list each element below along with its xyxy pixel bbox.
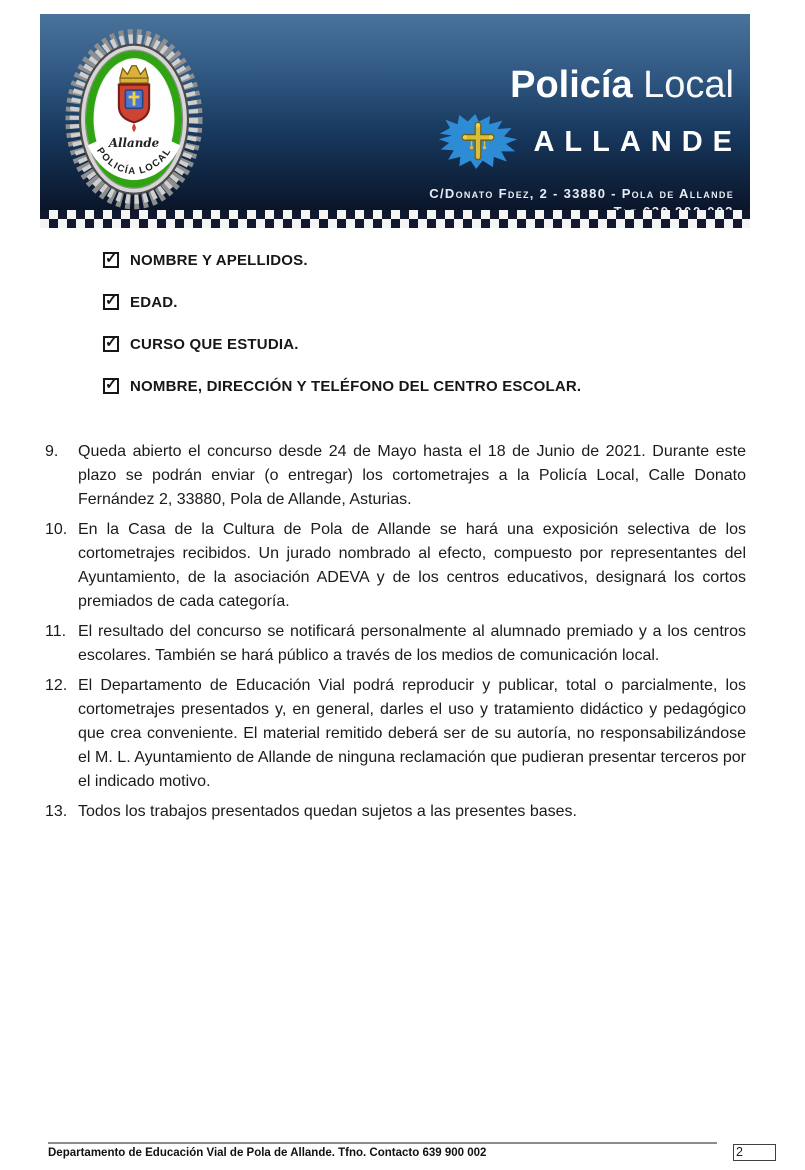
rule-text: El resultado del concurso se notificará personalmente al alumnado premiado y a los centros escolares. También se hará público a través de los medios de comunicación local. [78, 623, 746, 664]
rule-number: 10. [45, 521, 68, 538]
rule-item [45, 674, 746, 794]
rule-number: 11. [45, 623, 67, 640]
checklist-item-label: EDAD. [130, 293, 178, 311]
checklist-item [103, 377, 581, 395]
brand-secondary: Local [643, 64, 734, 106]
header-banner [40, 14, 750, 228]
checkbox-checked-icon [103, 252, 119, 268]
municipality-name: ALLANDE [533, 125, 742, 158]
page-number-box: 2 [733, 1144, 776, 1161]
asturias-cross-splash-icon [437, 113, 519, 171]
rule-number: 12. [45, 677, 68, 694]
footer-divider [48, 1142, 717, 1144]
checkbox-checked-icon [103, 294, 119, 310]
rule-number: 13. [45, 803, 68, 820]
header-right-block [429, 64, 742, 219]
rule-text: Queda abierto el concurso desde 24 de Mayo hasta el 18 de Junio de 2021. Durante este plazo se podrán enviar (o entregar) los cortometrajes a la Policía Local, Calle Donato Fernández 2, 33880, Pola de Allande, Asturias. [78, 443, 746, 508]
checkbox-checked-icon [103, 336, 119, 352]
police-badge-icon [58, 22, 210, 212]
badge-ribbon-text: POLICÍA LOCAL [94, 145, 174, 178]
checklist-item [103, 251, 581, 269]
brand-title [510, 66, 734, 104]
brand-primary: Policía [510, 64, 633, 106]
checklist-item-label: NOMBRE Y APELLIDOS. [130, 251, 308, 269]
rule-item [45, 620, 746, 668]
checklist-item-label: CURSO QUE ESTUDIA. [130, 335, 299, 353]
rules-list [45, 440, 746, 830]
rule-number: 9. [45, 443, 59, 460]
rule-text: En la Casa de la Cultura de Pola de Allande se hará una exposición selectiva de los cortometrajes recibidos. Un jurado nombrado al efecto, compuesto por representantes del Ayuntamiento, de la asociación ADEVA y de los centros educativos, designará los cortos premiados de cada categoría. [78, 521, 746, 610]
checklist-item [103, 293, 581, 311]
checkbox-checked-icon [103, 378, 119, 394]
badge-name-text: Allande [108, 136, 160, 151]
municipality-row [437, 113, 742, 171]
footer-text: Departamento de Educación Vial de Pola de Allande. Tfno. Contacto 639 900 002 [48, 1147, 487, 1159]
checker-band [40, 210, 750, 228]
crown-base [120, 78, 148, 83]
header-address: C/Donato Fdez, 2 - 33880 - Pola de Allande [429, 186, 734, 201]
rule-item [45, 518, 746, 614]
checklist-item [103, 335, 581, 353]
checklist [103, 251, 581, 419]
rule-item [45, 800, 746, 824]
rule-text: El Departamento de Educación Vial podrá reproducir y publicar, total o parcialmente, los cortometrajes presentados y, en general, darles el uso y tratamiento didáctico y pedagógico que crea conveniente. El material remitido deberá ser de su autoría, no responsabilizándose el M. L. Ayuntamiento de Allande de ninguna reclamación que pudieran presentar terceros por el indicado motivo. [78, 677, 746, 790]
checklist-item-label: NOMBRE, DIRECCIÓN Y TELÉFONO DEL CENTRO ESCOLAR. [130, 377, 582, 395]
rule-text: Todos los trabajos presentados quedan sujetos a las presentes bases. [78, 803, 577, 820]
rule-item [45, 440, 746, 512]
